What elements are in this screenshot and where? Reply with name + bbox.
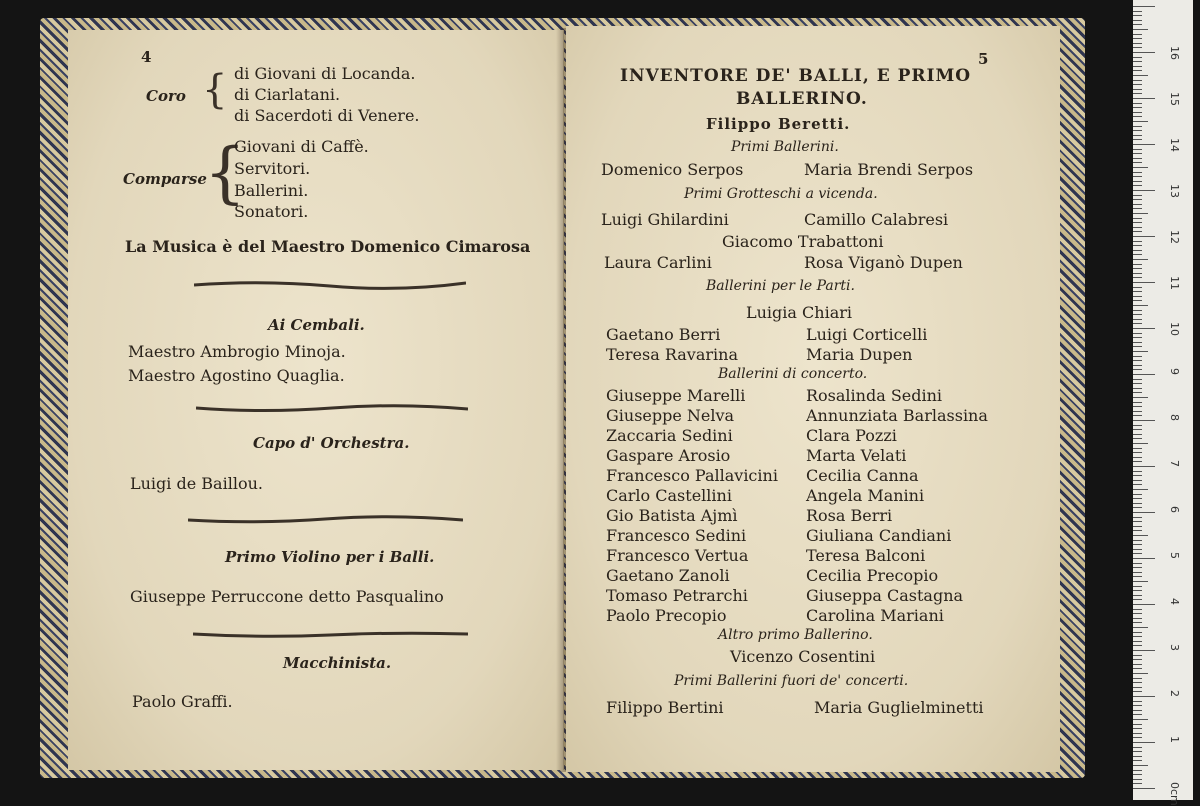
ruler-tick (1133, 167, 1148, 168)
concerto-name-right: Cecilia Precopio (806, 566, 939, 585)
ruler-tick (1133, 595, 1142, 596)
ruler-tick (1133, 319, 1142, 320)
ruler-tick (1133, 783, 1142, 784)
ruler-tick (1133, 443, 1148, 444)
ruler-number: 9 (1168, 368, 1181, 375)
ruler-tick (1133, 360, 1142, 361)
ruler-tick (1133, 162, 1142, 163)
ruler-number: 16 (1168, 46, 1181, 60)
name-right: Maria Dupen (806, 345, 913, 364)
ruler-tick (1133, 737, 1142, 738)
macchinista-heading: Macchinista. (283, 654, 392, 672)
violino-name: Giuseppe Perruccone detto Pasqualino (130, 587, 444, 606)
ruler-tick (1133, 507, 1142, 508)
ruler-tick (1133, 365, 1142, 366)
ruler-tick (1133, 139, 1142, 140)
ruler-tick (1133, 415, 1142, 416)
fuori-heading: Primi Ballerini fuori de' concerti. (674, 673, 909, 689)
macchinista-name: Paolo Graffi. (132, 692, 233, 711)
ruler-tick (1133, 678, 1142, 679)
ruler-tick (1133, 11, 1142, 12)
ruler-tick (1133, 268, 1142, 269)
ruler-tick (1133, 107, 1142, 108)
ruler-tick (1133, 535, 1148, 536)
ruler-tick (1133, 116, 1142, 117)
ruler-tick (1133, 480, 1142, 481)
ruler-tick (1133, 406, 1142, 407)
ruler-tick (1133, 282, 1155, 283)
concerto-name-right: Clara Pozzi (806, 426, 897, 445)
ruler-tick (1133, 34, 1142, 35)
ruler-tick (1133, 687, 1142, 688)
ornamental-rule (188, 515, 463, 525)
ruler-number: 11 (1168, 276, 1181, 290)
ruler-tick (1133, 420, 1155, 421)
concerto-name-left: Zaccaria Sedini (606, 426, 733, 445)
ruler-tick (1133, 190, 1155, 191)
ruler-tick (1133, 126, 1142, 127)
concerto-name-left: Francesco Sedini (606, 526, 747, 545)
ruler-tick (1133, 461, 1142, 462)
ruler-tick (1133, 158, 1142, 159)
name-center: Giacomo Trabattoni (722, 232, 884, 251)
name-left: Domenico Serpos (601, 160, 744, 179)
ruler-tick (1133, 457, 1142, 458)
ruler-tick (1133, 751, 1142, 752)
ruler-tick (1133, 379, 1142, 380)
ruler-tick (1133, 241, 1142, 242)
ruler-tick (1133, 576, 1142, 577)
ruler-tick (1133, 636, 1142, 637)
ruler-tick (1133, 130, 1142, 131)
ruler-tick (1133, 650, 1155, 651)
concerto-heading: Ballerini di concerto. (718, 366, 868, 382)
ruler-tick (1133, 208, 1142, 209)
ruler-tick (1133, 618, 1142, 619)
ruler-tick (1133, 66, 1142, 67)
comparse-item: Sonatori. (234, 202, 309, 221)
ruler-tick (1133, 645, 1142, 646)
ornamental-rule (194, 280, 466, 290)
cembali-heading: Ai Cembali. (268, 316, 365, 334)
ruler-tick (1133, 466, 1155, 467)
ruler-tick (1133, 84, 1142, 85)
ruler-tick (1133, 337, 1142, 338)
ruler-tick (1133, 15, 1142, 16)
ruler-tick (1133, 328, 1155, 329)
ruler-number: 0cm (1168, 782, 1181, 806)
ruler-tick (1133, 172, 1142, 173)
ruler-tick (1133, 75, 1148, 76)
ruler-tick (1133, 558, 1155, 559)
ruler-tick (1133, 199, 1142, 200)
ruler-tick (1133, 397, 1148, 398)
cembali-name: Maestro Ambrogio Minoja. (128, 342, 346, 361)
ruler-tick (1133, 701, 1142, 702)
altro-name: Vicenzo Cosentini (730, 647, 876, 666)
ruler-tick (1133, 770, 1142, 771)
ruler-tick (1133, 388, 1142, 389)
ruler-tick (1133, 788, 1155, 789)
ruler-tick (1133, 484, 1142, 485)
ruler-tick (1133, 613, 1142, 614)
ruler-tick (1133, 448, 1142, 449)
ruler-tick (1133, 402, 1142, 403)
ruler-number: 10 (1168, 322, 1181, 336)
ruler-tick (1133, 691, 1142, 692)
name-center: Luigia Chiari (746, 303, 852, 322)
ruler-tick (1133, 273, 1142, 274)
ruler-tick (1133, 346, 1142, 347)
ruler-tick (1133, 742, 1155, 743)
ruler-tick (1133, 567, 1142, 568)
ruler-tick (1133, 144, 1155, 145)
concerto-name-right: Giuseppa Castagna (806, 586, 964, 605)
ruler-tick (1133, 526, 1142, 527)
ruler-tick (1133, 218, 1142, 219)
ruler-tick (1133, 622, 1142, 623)
ruler-tick (1133, 756, 1142, 757)
concerto-name-left: Carlo Castellini (606, 486, 732, 505)
ruler-tick (1133, 498, 1142, 499)
ruler-tick (1133, 714, 1142, 715)
ruler-tick (1133, 369, 1142, 370)
ruler-tick (1133, 24, 1142, 25)
ruler-tick (1133, 204, 1142, 205)
ruler-tick (1133, 135, 1142, 136)
ruler-number: 14 (1168, 138, 1181, 152)
ruler-tick (1133, 590, 1142, 591)
ruler-tick (1133, 724, 1142, 725)
ruler-tick (1133, 728, 1142, 729)
ruler-tick (1133, 553, 1142, 554)
ruler-tick (1133, 222, 1142, 223)
concerto-name-left: Giuseppe Marelli (606, 386, 746, 405)
ruler-number: 13 (1168, 184, 1181, 198)
ruler-tick (1133, 351, 1148, 352)
ruler-tick (1133, 231, 1142, 232)
name-right: Camillo Calabresi (804, 210, 949, 229)
ruler-tick (1133, 581, 1148, 582)
ruler-tick (1133, 121, 1148, 122)
music-credit: La Musica è del Maestro Domenico Cimarosa (125, 237, 531, 256)
title-line-1: INVENTORE DE' BALLI, E PRIMO (620, 66, 972, 86)
cembali-name: Maestro Agostino Quaglia. (128, 366, 345, 385)
comparse-item: Giovani di Caffè. (234, 137, 369, 156)
ruler-tick (1133, 760, 1142, 761)
altro-heading: Altro primo Ballerino. (718, 627, 873, 643)
ruler-tick (1133, 57, 1142, 58)
ornamental-rule (193, 630, 468, 640)
ruler-tick (1133, 342, 1142, 343)
ruler-tick (1133, 89, 1142, 90)
ruler-tick (1133, 599, 1142, 600)
ruler-tick (1133, 604, 1155, 605)
ruler-tick (1133, 47, 1142, 48)
ruler-tick (1133, 149, 1142, 150)
ruler-tick (1133, 236, 1155, 237)
ruler-tick (1133, 540, 1142, 541)
ruler-tick (1133, 323, 1142, 324)
name-left: Luigi Ghilardini (601, 210, 729, 229)
ruler-tick (1133, 93, 1142, 94)
left-page-number: 4 (141, 48, 152, 66)
ruler-tick (1133, 489, 1148, 490)
ruler-number: 12 (1168, 230, 1181, 244)
ruler-tick (1133, 291, 1142, 292)
ruler-tick (1133, 6, 1155, 7)
ruler-tick (1133, 586, 1142, 587)
ruler-tick (1133, 185, 1142, 186)
coro-label: Coro (146, 87, 186, 105)
name-left: Filippo Bertini (606, 698, 724, 717)
comparse-item: Ballerini. (234, 181, 309, 200)
name-left: Gaetano Berri (606, 325, 721, 344)
right-page-number: 5 (978, 50, 989, 68)
concerto-name-left: Tomaso Petrarchi (606, 586, 748, 605)
comparse-item: Servitori. (234, 159, 311, 178)
ruler-tick (1133, 277, 1142, 278)
comparse-label: Comparse (123, 170, 207, 188)
name-right: Luigi Corticelli (806, 325, 928, 344)
ruler-tick (1133, 103, 1142, 104)
ruler-tick (1133, 264, 1142, 265)
ruler-tick (1133, 411, 1142, 412)
ruler-tick (1133, 563, 1142, 564)
name-right: Maria Guglielminetti (814, 698, 984, 717)
coro-item: di Ciarlatani. (234, 85, 341, 104)
ruler-number: 1 (1168, 736, 1181, 743)
concerto-name-left: Francesco Vertua (606, 546, 749, 565)
parti-heading: Ballerini per le Parti. (706, 278, 855, 294)
title-line-2: BALLERINO. (736, 89, 868, 109)
ruler-tick (1133, 774, 1142, 775)
ruler-tick (1133, 549, 1142, 550)
coro-item: di Giovani di Locanda. (234, 64, 416, 83)
ruler-tick (1133, 227, 1142, 228)
name-right: Rosa Viganò Dupen (804, 253, 963, 272)
ruler-tick (1133, 254, 1142, 255)
ruler-tick (1133, 632, 1142, 633)
ruler-tick (1133, 438, 1142, 439)
ruler-tick (1133, 733, 1142, 734)
ruler-tick (1133, 641, 1142, 642)
measuring-ruler (1133, 0, 1193, 806)
ruler-tick (1133, 503, 1142, 504)
ruler-number: 6 (1168, 506, 1181, 513)
ruler-number: 8 (1168, 414, 1181, 421)
ruler-tick (1133, 512, 1155, 513)
ruler-tick (1133, 29, 1148, 30)
ruler-tick (1133, 112, 1142, 113)
ruler-tick (1133, 682, 1142, 683)
ruler-tick (1133, 765, 1148, 766)
orchestra-heading: Capo d' Orchestra. (253, 434, 410, 452)
grotteschi-heading: Primi Grotteschi a vicenda. (684, 186, 878, 202)
ruler-tick (1133, 300, 1142, 301)
ruler-tick (1133, 374, 1155, 375)
coro-brace: { (202, 67, 228, 113)
orchestra-name: Luigi de Baillou. (130, 474, 263, 493)
ruler-tick (1133, 425, 1142, 426)
ruler-tick (1133, 250, 1142, 251)
ruler-tick (1133, 314, 1142, 315)
ruler-tick (1133, 61, 1142, 62)
ruler-number: 7 (1168, 460, 1181, 467)
concerto-name-right: Carolina Mariani (806, 606, 944, 625)
ruler-tick (1133, 710, 1142, 711)
ruler-tick (1133, 392, 1142, 393)
ruler-tick (1133, 705, 1142, 706)
ruler-tick (1133, 452, 1142, 453)
ruler-tick (1133, 429, 1142, 430)
ruler-tick (1133, 38, 1142, 39)
ruler-tick (1133, 287, 1142, 288)
ruler-tick (1133, 43, 1142, 44)
ruler-tick (1133, 517, 1142, 518)
concerto-name-left: Gio Batista Ajmì (606, 506, 738, 525)
ruler-number: 4 (1168, 598, 1181, 605)
ruler-number: 15 (1168, 92, 1181, 106)
ruler-tick (1133, 609, 1142, 610)
ruler-tick (1133, 181, 1142, 182)
ruler-tick (1133, 747, 1142, 748)
ruler-tick (1133, 245, 1142, 246)
concerto-name-left: Francesco Pallavicini (606, 466, 778, 485)
concerto-name-right: Angela Manini (806, 486, 925, 505)
concerto-name-right: Giuliana Candiani (806, 526, 952, 545)
ruler-number: 2 (1168, 690, 1181, 697)
concerto-name-right: Marta Velati (806, 446, 907, 465)
ruler-tick (1133, 572, 1142, 573)
name-left: Teresa Ravarina (606, 345, 738, 364)
ruler-tick (1133, 296, 1142, 297)
ruler-tick (1133, 195, 1142, 196)
ruler-tick (1133, 627, 1148, 628)
left-page (68, 30, 564, 770)
ruler-tick (1133, 20, 1142, 21)
concerto-name-right: Rosalinda Sedini (806, 386, 943, 405)
ruler-tick (1133, 259, 1148, 260)
primi-ballerini-heading: Primi Ballerini. (731, 139, 839, 155)
right-page (566, 26, 1060, 772)
ruler-number: 5 (1168, 552, 1181, 559)
ruler-tick (1133, 655, 1142, 656)
ruler-tick (1133, 356, 1142, 357)
concerto-name-right: Annunziata Barlassina (806, 406, 988, 425)
ruler-tick (1133, 659, 1142, 660)
ruler-tick (1133, 434, 1142, 435)
concerto-name-left: Gaetano Zanoli (606, 566, 730, 585)
name-left: Laura Carlini (604, 253, 712, 272)
ruler-tick (1133, 668, 1142, 669)
violino-heading: Primo Violino per i Balli. (225, 548, 435, 566)
ruler-tick (1133, 673, 1148, 674)
ruler-tick (1133, 530, 1142, 531)
ruler-tick (1133, 696, 1155, 697)
comparse-brace: { (204, 134, 246, 211)
ruler-tick (1133, 521, 1142, 522)
ruler-tick (1133, 153, 1142, 154)
ruler-tick (1133, 305, 1148, 306)
concerto-name-right: Teresa Balconi (806, 546, 926, 565)
ornamental-rule (196, 404, 468, 414)
name-right: Maria Brendi Serpos (804, 160, 974, 179)
ruler-tick (1133, 80, 1142, 81)
ruler-tick (1133, 213, 1148, 214)
concerto-name-left: Giuseppe Nelva (606, 406, 735, 425)
ruler-tick (1133, 471, 1142, 472)
ruler-tick (1133, 70, 1142, 71)
concerto-name-right: Cecilia Canna (806, 466, 919, 485)
ruler-number: 3 (1168, 644, 1181, 651)
ruler-tick (1133, 779, 1142, 780)
concerto-name-right: Rosa Berri (806, 506, 893, 525)
ruler-tick (1133, 544, 1142, 545)
ruler-tick (1133, 176, 1142, 177)
ruler-tick (1133, 333, 1142, 334)
ruler-tick (1133, 664, 1142, 665)
ruler-tick (1133, 475, 1142, 476)
ruler-tick (1133, 383, 1142, 384)
ruler-tick (1133, 719, 1148, 720)
ruler-tick (1133, 310, 1142, 311)
concerto-name-left: Gaspare Arosio (606, 446, 731, 465)
ruler-tick (1133, 494, 1142, 495)
coro-item: di Sacerdoti di Venere. (234, 106, 420, 125)
ruler-tick (1133, 98, 1155, 99)
concerto-name-left: Paolo Precopio (606, 606, 727, 625)
choreographer-name: Filippo Beretti. (706, 115, 851, 133)
ruler-tick (1133, 52, 1155, 53)
